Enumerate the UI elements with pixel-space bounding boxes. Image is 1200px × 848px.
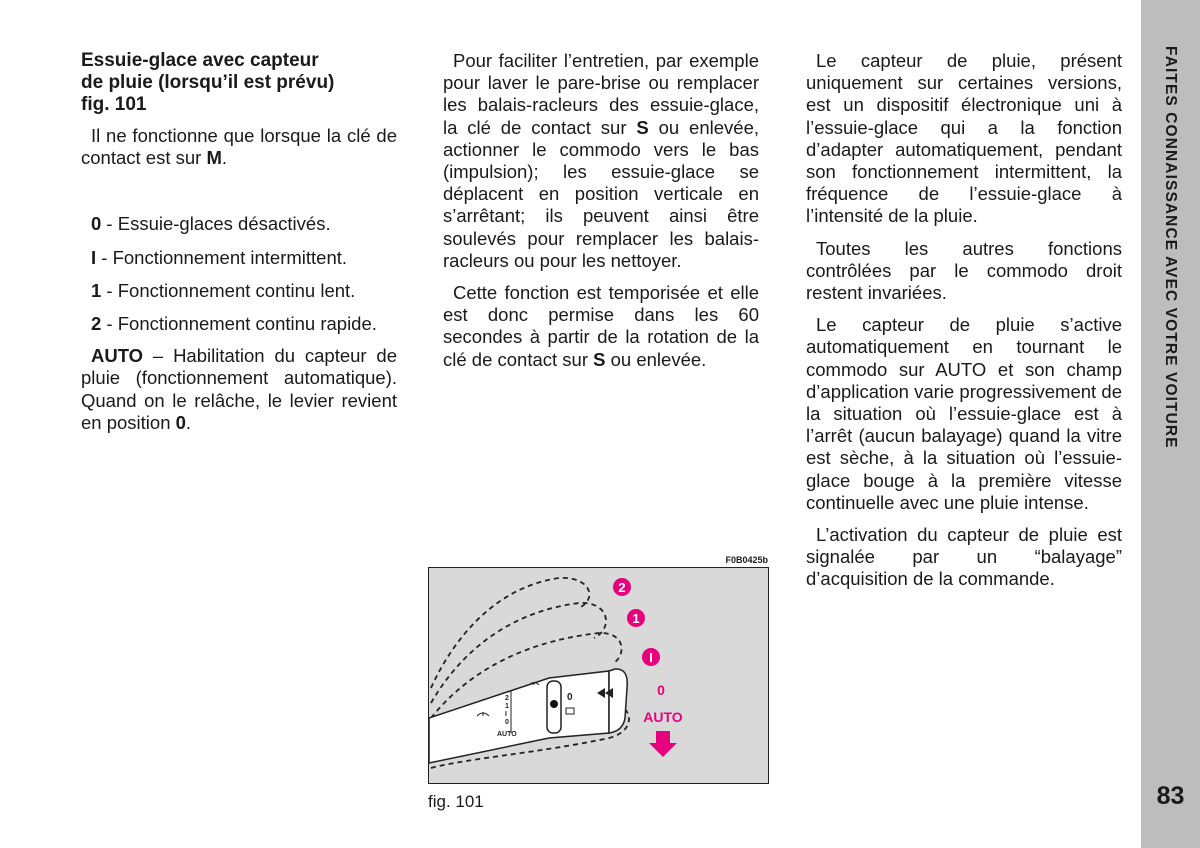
lever-zero-label: 0 bbox=[567, 692, 573, 703]
position-2-label: 2 bbox=[618, 580, 626, 595]
chapter-title: FAITES CONNAISSANCE AVEC VOTRE VOITURE bbox=[1162, 46, 1179, 449]
column-right bbox=[806, 50, 1122, 591]
lever-stalk bbox=[429, 669, 627, 763]
heading-line-3: fig. 101 bbox=[81, 94, 147, 115]
auto-paragraph: AUTO – Habilitation du capteur de pluie (fonctionnement automatique). Quand on le relâche, le levier revient en position 0. bbox=[81, 345, 397, 433]
section-heading bbox=[81, 50, 397, 116]
column-left bbox=[81, 50, 397, 434]
list-item: I - Fonctionnement intermittent. bbox=[91, 246, 348, 268]
position-auto-label: AUTO bbox=[643, 709, 683, 725]
arrow-down-icon bbox=[649, 731, 677, 757]
lever-scale-i: I bbox=[505, 711, 507, 718]
figure-code: F0B0425b bbox=[725, 555, 768, 565]
position-1-label: 1 bbox=[632, 611, 640, 626]
column-middle bbox=[443, 50, 759, 371]
activation-paragraph: Le capteur de pluie s’active automatiquement en tournant le commodo sur AUTO et son champ d’application varie progressivement de la situation où l’essuie-glace est à l’arrêt (aucun balayage) quand la vitre est sèche, à la situation où l’essuie-glace bouge à la première vitesse continuelle avec une pluie intense. bbox=[806, 314, 1122, 513]
list-item: 1 - Fonctionnement continu lent. bbox=[91, 279, 356, 301]
sweep-arc-2 bbox=[431, 578, 589, 688]
lever-scale-auto: AUTO bbox=[497, 731, 517, 738]
wiper-lever-illustration bbox=[429, 568, 768, 783]
functions-paragraph: Toutes les autres fonctions contrôlées par le commodo droit restent invariées. bbox=[806, 237, 1122, 304]
timer-paragraph: Cette fonction est temporisée et elle est donc permise dans les 60 secondes à partir de la rotation de la clé de contact sur S ou enlevée. bbox=[443, 282, 759, 370]
page-number: 83 bbox=[1156, 782, 1185, 810]
key-position-m: M bbox=[206, 147, 222, 169]
lever-scale-2: 2 bbox=[505, 695, 509, 702]
figure-wiper-lever bbox=[428, 567, 769, 784]
position-i-label: I bbox=[649, 650, 653, 665]
figure-caption: fig. 101 bbox=[428, 792, 484, 811]
heading-line-2: de pluie (lorsqu’il est prévu) bbox=[81, 72, 335, 93]
maintenance-paragraph: Pour faciliter l’entretien, par exemple pour laver le pare-brise ou remplacer les balais-racleurs des essuie-glace, la clé de contact sur S ou enlevée, actionner le commodo vers le bas (impulsion); les essuie-glace se déplacent en position verticale en s’arrêtant; ils peuvent ainsi être soulevés pour remplacer les balais-racleurs ou pour les nettoyer. bbox=[443, 50, 759, 271]
list-item: 0 - Essuie-glaces désactivés. bbox=[91, 213, 331, 235]
position-0-label: 0 bbox=[657, 682, 665, 698]
lever-scale-0: 0 bbox=[505, 719, 509, 726]
lever-scale-1: 1 bbox=[505, 703, 509, 710]
heading-line-1: Essuie-glace avec capteur bbox=[81, 50, 319, 71]
position-markers bbox=[613, 578, 683, 757]
intro-paragraph: Il ne fonctionne que lorsque la clé de contact est sur M. bbox=[81, 125, 397, 169]
list-item: 2 - Fonctionnement continu rapide. bbox=[91, 313, 377, 335]
signal-paragraph: L’activation du capteur de pluie est signalée par un “balayage” d’acquisition de la commande. bbox=[806, 524, 1122, 590]
sensor-paragraph: Le capteur de pluie, présent uniquement sur certaines versions, est un dispositif électronique uni à l’essuie-glace qui a la fonction d’adapter automatiquement, pendant son fonctionnement intermittent, la fréquence de l’essuie-glace à l’intensité de la pluie. bbox=[806, 50, 1122, 227]
